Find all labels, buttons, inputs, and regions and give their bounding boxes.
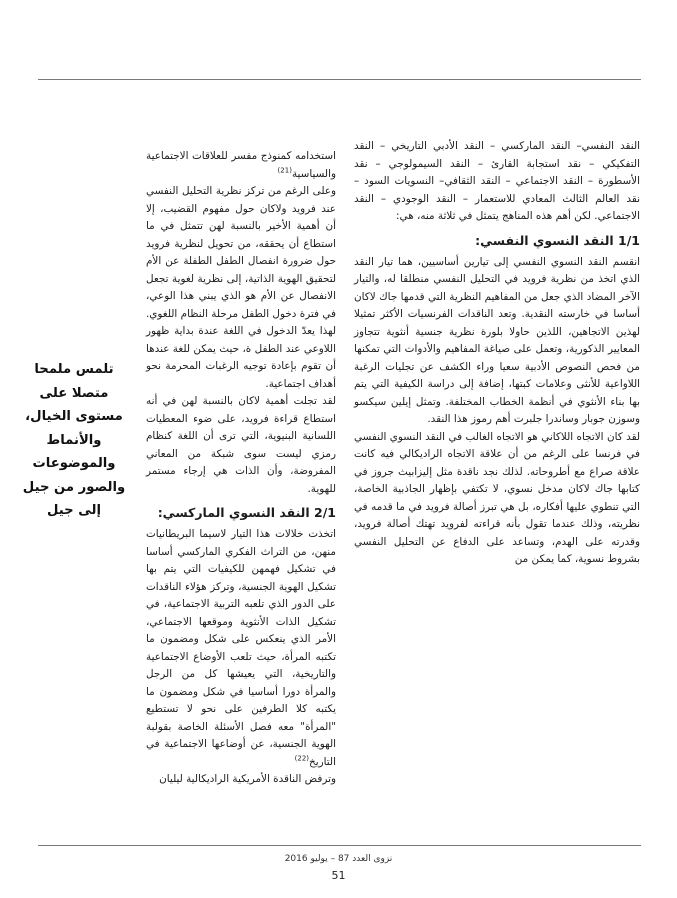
body-paragraph: لقد تجلت أهمية لاكان بالنسبة لهن في أنه استطاع قراءة فرويد، على ضوء المعطيات اللسانية البنيوية، التي ترى أن اللغة كنظام رمزي ليست سوى شبكة من المعاني المفروضة، وأن الذات هي إرجاء مستمر للهوية. [146,395,336,495]
body-paragraph: انقسم النقد النسوي النفسي إلى تيارين أساسيين، هما تيار النقد الذي اتخذ من نظرية فرويد في التحليل النفسي منطلقا له، والتيار الآخر المضاد الذي جعل من المفاهيم النظرية التي قدمها جاك لاكان أساسا في خارسته النقدية. وتعد الناقدات الفرنسيات الأكثر تمثيلا لهذين الاتجاهين، اللذين حاولا بلورة نظرية جنسية أنثوية تتجاوز المعايير الذكورية، وتعمل على صياغة المفاهيم والأدوات التي تمكنها من فحص النصوص الأدبية سعيا وراء الكشف عن تجليات الرغبة اللاواعية للأنثى وعلامات كبتها، إضافة إلى دراسة الكيفية التي يتم بها بناء الأنثوي في أنظمة الخطاب المختلفة. وتمثل إيلين سيكسو وسوزن جوبار وساندرا جلبرت أهم رموز هذا النقد. [354,255,640,425]
header-rule [38,79,641,80]
page-number: 51 [331,869,346,882]
paragraph-text: اتخذت خلالات هذا التيار لاسيما البريطانيات منهن، من التراث الفكري الماركسي أساسا في تشكيل فهمهن للكيفيات التي يتم بها تشكيل الهوية الجنسية، وتركز هؤلاء الناقدات على الدور الذي تلعبه التربية الاجتماعية، في تشكيل الذات الأنثوية وموقعها الاجتماعي، الأمر الذي ينعكس على شكل ومضمون ما تكتبه المرأة، حيث تلعب الأوضاع الاجتماعية والتاريخية، التي يعيشها كل من الرجل والمرأة دورا أساسيا في شكل ومضمون ما يكتبه كلا الطرفين على نحو لا تستطيع "المرأة" معه فصل الأسئلة الخاصة بقولبة الهوية الجنسية، عن أوضاعها الاجتماعية في التاريخ [146,528,336,768]
body-paragraph [146,148,336,183]
body-paragraph: لقد كان الاتجاه اللاكاني هو الاتجاه الغالب في النقد النسوي النفسي في فرنسا على الرغم من أن علاقة الاتجاه الراديكالي فيه كانت علاقة صراع مع أطروحاته. لذلك نجد ناقدة مثل إليزابيث جروز في كتابها جاك لاكان مدخل نسوي، لا تكتفي بإظهار الجاذبية الخاصة، التي تنطوي عليها أفكاره، بل هي تبرز أصالة فرويد في ما قدمه في نظريته، وذلك عندما تقول بأنه قراءته لفرويد تهتك أصالة فرويد، وقدرته على الهدم، وتساعد على الدفاع عن التحليل النفسي بشروط نسوية، كما يمكن من [354,430,640,565]
pull-quote: تلمس ملمحا متصلا على مستوى الخيال، والأنماط والموضوعات والصور من جيل إلى جيل [22,362,126,518]
section-heading-psychoanalytic: 1/1 النقد النسوي النفسي: [475,232,640,248]
footer-rule [38,845,641,846]
body-paragraph [146,526,336,771]
intro-paragraph: النقد النفسي– النقد الماركسي – النقد الأدبي التاريخي – النقد التفكيكي – نقد استجابة القارئ – النقد السيمولوجي – نقد الأسطورة – النقد الاجتماعي – النقد الثقافي– النسويات السود – نقد العالم الثالث المعادي للاستعمار – النقد الوجودي – النقد الاجتماعي. لكن أهم هذه المناهج يتمثل في ثلاثة منه، هي: [354,140,640,222]
left-text-column [146,148,336,789]
paragraph-text: استخدامه كمنوذج مفسر للعلاقات الاجتماعية والسياسية [146,150,336,180]
right-text-column [354,138,640,569]
footnote-ref: (22) [294,754,310,763]
footer-issue-line: نزوى العدد 87 – يوليو 2016 [284,854,393,864]
body-paragraph: وعلى الرغم من تركز نظرية التحليل النفسي عند فرويد ولاكان حول مفهوم القضيب، إلا أن أهمية الأخير بالنسبة لهن تتمثل في ما استطاع أن يحققه، من تحويل لنظرية فرويد حول ضرورة انفصال الطفل الطفلة عن الأم لتحقيق الهوية الذاتية، إلى نظرية لغوية تجعل الانفصال عن الأم هو الذي يبني هذا الوعي، في فترة دخول الطفل مرحلة النظام اللغوي. لهذا يعدّ الدخول في اللغة عندة بداية ظهور اللاوعي عند الطفل ة، حيث يمكن للغة عندها أن تقوم بإعادة توجيه الرغبات المحرمة نحو أهداف اجتماعية. [146,185,336,390]
section-heading-marxist: 2/1 النقد النسوي الماركسي: [157,505,336,520]
footnote-ref: (21) [277,166,292,175]
body-paragraph: وترفض الناقدة الأمريكية الراديكالية ليليان [159,773,336,785]
